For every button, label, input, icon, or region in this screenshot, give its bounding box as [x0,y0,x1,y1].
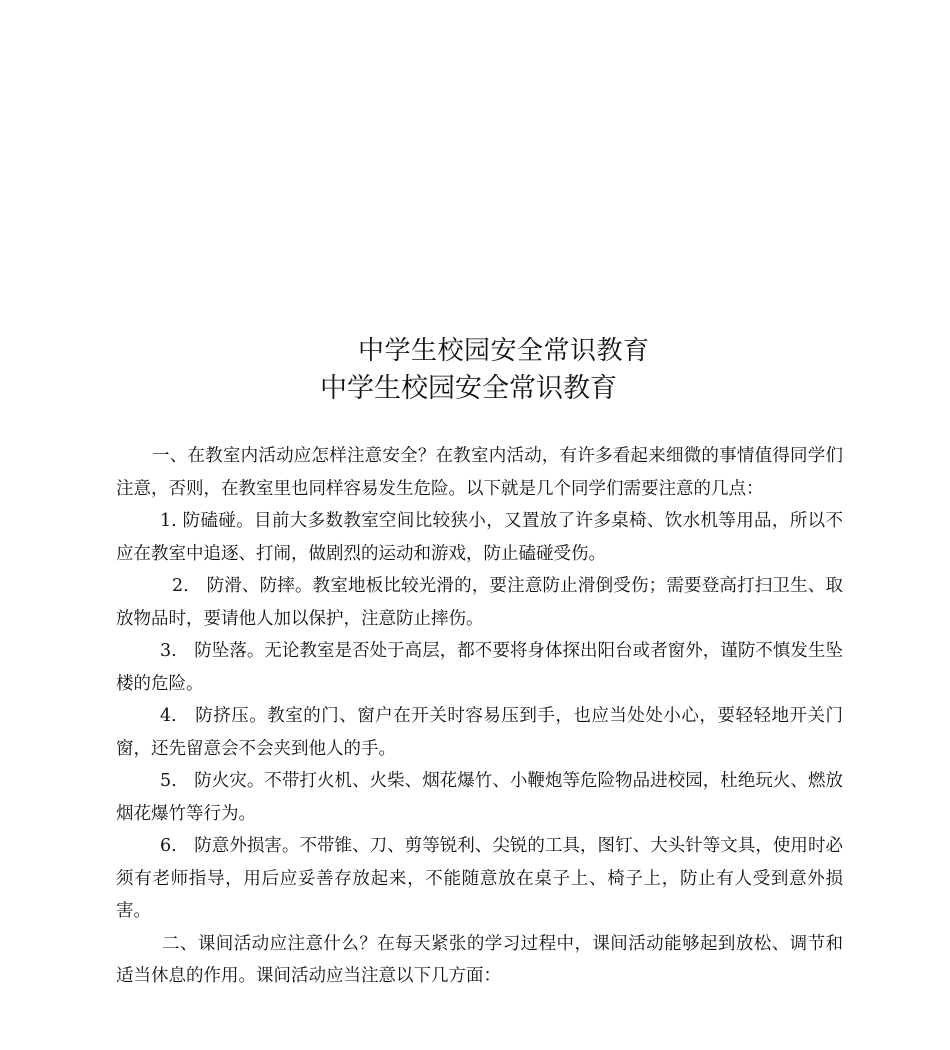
item-3: 3. 防坠落。无论教室是否处于高层，都不要将身体探出阳台或者窗外，谨防不慎发生坠楼的危险。 [116,641,843,694]
document-subtitle: 中学生校园安全常识教育 [320,373,617,404]
item-1: 1. 防磕碰。目前大多数教室空间比较狭小，又置放了许多桌椅、饮水机等用品，所以不应在教室中追逐、打闹，做剧烈的运动和游戏，防止磕碰受伤。 [116,511,843,564]
item-2: 2. 防滑、防摔。教室地板比较光滑的，要注意防止滑倒受伤；需要登高打扫卫生、取放物品时，要请他人加以保护，注意防止摔伤。 [116,576,843,629]
document-body [116,440,843,993]
item-5: 5. 防火灾。不带打火机、火柴、烟花爆竹、小鞭炮等危险物品进校园，杜绝玩火、燃放烟花爆竹等行为。 [116,771,843,824]
section-2-intro: 二、课间活动应注意什么？在每天紧张的学习过程中，课间活动能够起到放松、调节和适当休息的作用。课间活动应当注意以下几方面： [116,933,843,986]
document-title: 中学生校园安全常识教育 [358,336,650,366]
section-1-intro: 一、在教室内活动应怎样注意安全？在教室内活动，有许多看起来细微的事情值得同学们注意，否则，在教室里也同样容易发生危险。以下就是几个同学们需要注意的几点： [116,446,843,499]
item-4: 4. 防挤压。教室的门、窗户在开关时容易压到手，也应当处处小心，要轻轻地开关门窗，还先留意会不会夹到他人的手。 [116,706,843,759]
item-6: 6. 防意外损害。不带锥、刀、剪等锐利、尖锐的工具，图钉、大头针等文具，使用时必须有老师指导，用后应妥善存放起来，不能随意放在桌子上、椅子上，防止有人受到意外损害。 [116,836,843,921]
